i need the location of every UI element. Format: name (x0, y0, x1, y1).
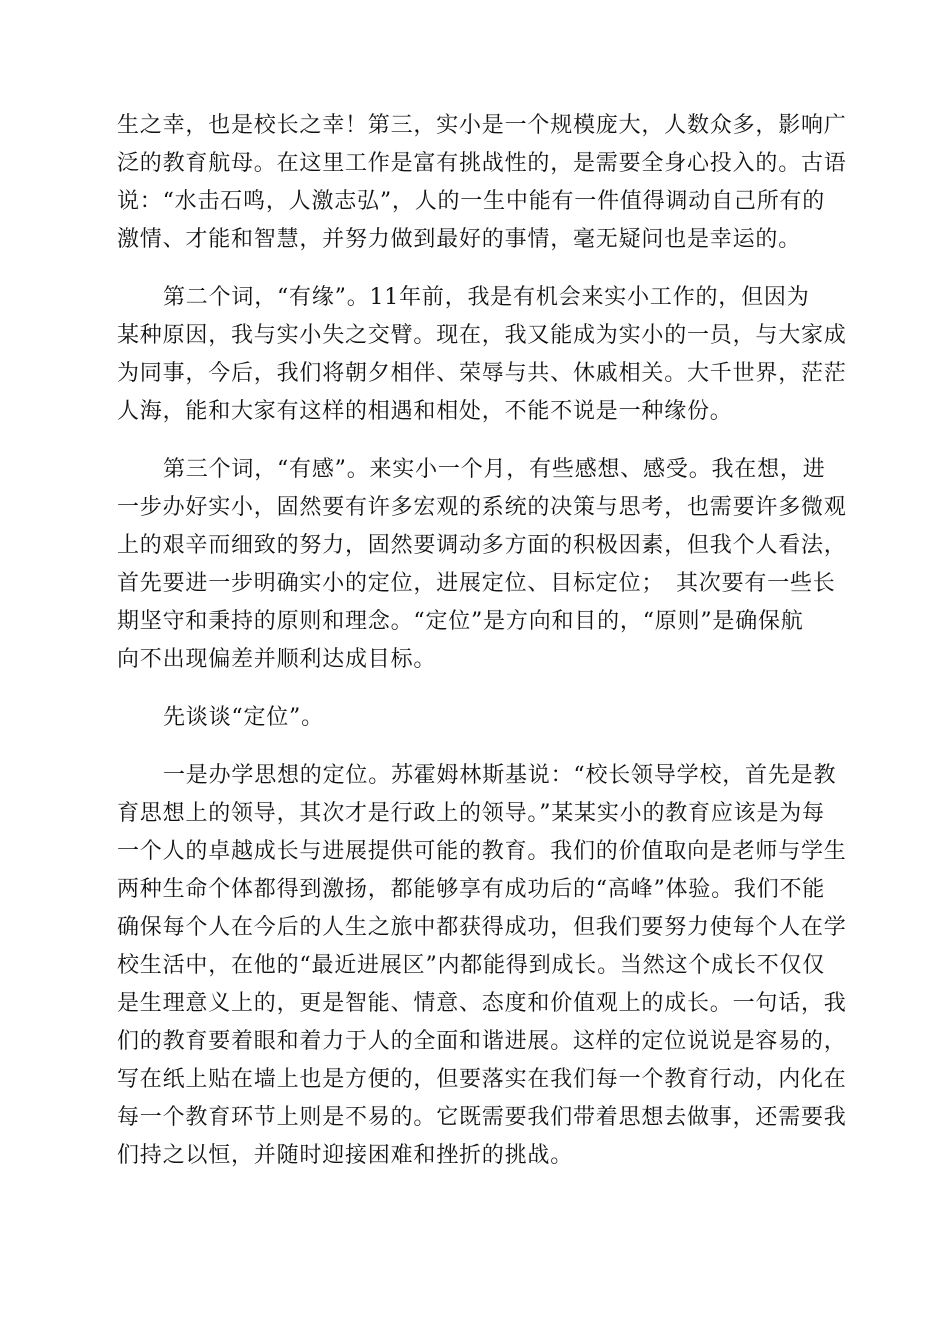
text-line: 们的教育要着眼和着力于人的全面和谐进展。这样的定位说说是容易的， (117, 1029, 847, 1054)
text-line: 一是办学思想的定位。苏霍姆林斯基说：“校长领导学校，首先是教 (163, 763, 837, 788)
text-line: 激情、才能和智慧，并努力做到最好的事情，毫无疑问也是幸运的。 (117, 227, 802, 252)
paragraph-5 (117, 757, 847, 1175)
text-line: 一步办好实小，固然要有许多宏观的系统的决策与思考，也需要许多微观 (117, 495, 847, 520)
text-line: 首先要进一步明确实小的定位，进展定位、目标定位； 其次要有一些长 (117, 571, 836, 596)
text-line: 上的艰辛而细致的努力，固然要调动多方面的积极因素，但我个人看法， (117, 533, 847, 558)
text-line: 为同事，今后，我们将朝夕相伴、荣辱与共、休戚相关。大千世界，茫茫 (117, 361, 847, 386)
text-line: 校生活中，在他的“最近进展区”内都能得到成长。当然这个成长不仅仅 (117, 953, 826, 978)
text-line: 期坚守和秉持的原则和理念。“定位”是方向和目的，“原则”是确保航 (117, 609, 804, 634)
text-line: 生之幸，也是校长之幸！第三，实小是一个规模庞大，人数众多，影响广 (117, 113, 847, 138)
text-line: 一个人的卓越成长与进展提供可能的教育。我们的价值取向是老师与学生 (117, 839, 847, 864)
text-line: 每一个教育环节上则是不易的。它既需要我们带着思想去做事，还需要我 (117, 1105, 847, 1130)
text-line: 先谈谈“定位”。 (163, 705, 324, 730)
paragraph-1 (117, 107, 847, 259)
text-line: 人海，能和大家有这样的相遇和相处，不能不说是一种缘份。 (117, 399, 733, 424)
paragraph-3 (117, 451, 847, 679)
document-page (117, 107, 847, 1195)
text-line: 向不出现偏差并顺利达成目标。 (117, 647, 437, 672)
text-line: 确保每个人在今后的人生之旅中都获得成功，但我们要努力使每个人在学 (117, 915, 847, 940)
text-line: 写在纸上贴在墙上也是方便的，但要落实在我们每一个教育行动，内化在 (117, 1067, 847, 1092)
text-line: 两种生命个体都得到激扬，都能够享有成功后的“高峰”体验。我们不能 (117, 877, 826, 902)
text-line: 某种原因，我与实小失之交臂。现在，我又能成为实小的一员，与大家成 (117, 323, 847, 348)
paragraph-4 (117, 699, 833, 737)
text-line: 泛的教育航母。在这里工作是富有挑战性的，是需要全身心投入的。古语 (117, 151, 847, 176)
text-line: 第三个词，“有感”。来实小一个月，有些感想、感受。我在想，进 (163, 457, 826, 482)
paragraph-2 (117, 279, 847, 431)
text-line: 是生理意义上的，更是智能、情意、态度和价值观上的成长。一句话，我 (117, 991, 847, 1016)
text-line: 们持之以恒，并随时迎接困难和挫折的挑战。 (117, 1143, 574, 1168)
text-line: 育思想上的领导，其次才是行政上的领导。”某某实小的教育应该是为每 (117, 801, 825, 826)
text-line: 说：“水击石鸣，人激志弘”，人的一生中能有一件值得调动自己所有的 (117, 189, 826, 214)
text-line: 第二个词，“有缘”。11年前，我是有机会来实小工作的，但因为 (163, 285, 810, 310)
